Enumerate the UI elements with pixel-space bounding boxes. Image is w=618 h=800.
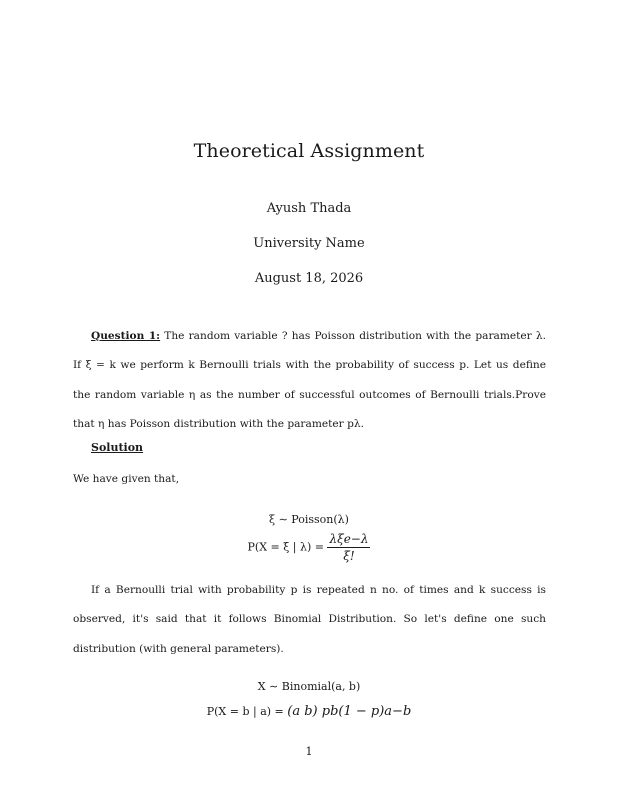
- author-name: Ayush Thada: [266, 201, 352, 216]
- affiliation: University Name: [253, 236, 365, 251]
- poisson-denominator: ξ!: [343, 549, 355, 563]
- solution-intro: We have given that,: [73, 473, 180, 485]
- binomial-paragraph-text: If a Bernoulli trial with probability p is repeated n no. of times and k success is observed, it's said that it follows Binomial Distribution. So let's define one such distribution (with general parameters).: [73, 584, 546, 655]
- document-title: Theoretical Assignment: [193, 140, 425, 162]
- poisson-fraction: [327, 532, 370, 563]
- document-date: August 18, 2026: [254, 271, 364, 286]
- question-text: The random variable ? has Poisson distribution with the parameter λ. If ξ = k we perform k Bernoulli trials with the probability of success p. Let us define the random variable η as the number of successful outcomes of Bernoulli trials.Prove that η has Poisson distribution with the parameter pλ.: [73, 330, 546, 430]
- poisson-numerator: λξe−λ: [329, 532, 369, 546]
- equation-poisson-pmf: [0, 532, 618, 563]
- question-paragraph: [73, 322, 546, 439]
- equation-poisson-def: ξ ∼ Poisson(λ): [269, 513, 349, 526]
- solution-heading: Solution: [91, 441, 144, 454]
- question-label: Question 1:: [91, 330, 161, 342]
- equation-binomial-pmf-rhs: (a b) pb(1 − p)a−b: [287, 704, 412, 719]
- page-number: 1: [305, 745, 313, 758]
- binomial-paragraph: [73, 576, 546, 664]
- equation-binomial-pmf: [0, 704, 618, 719]
- equation-poisson-pmf-lhs: P(X = ξ | λ) =: [247, 540, 324, 554]
- equation-binomial-pmf-lhs: P(X = b | a) =: [206, 705, 284, 718]
- equation-binomial-def: X ∼ Binomial(a, b): [257, 680, 361, 693]
